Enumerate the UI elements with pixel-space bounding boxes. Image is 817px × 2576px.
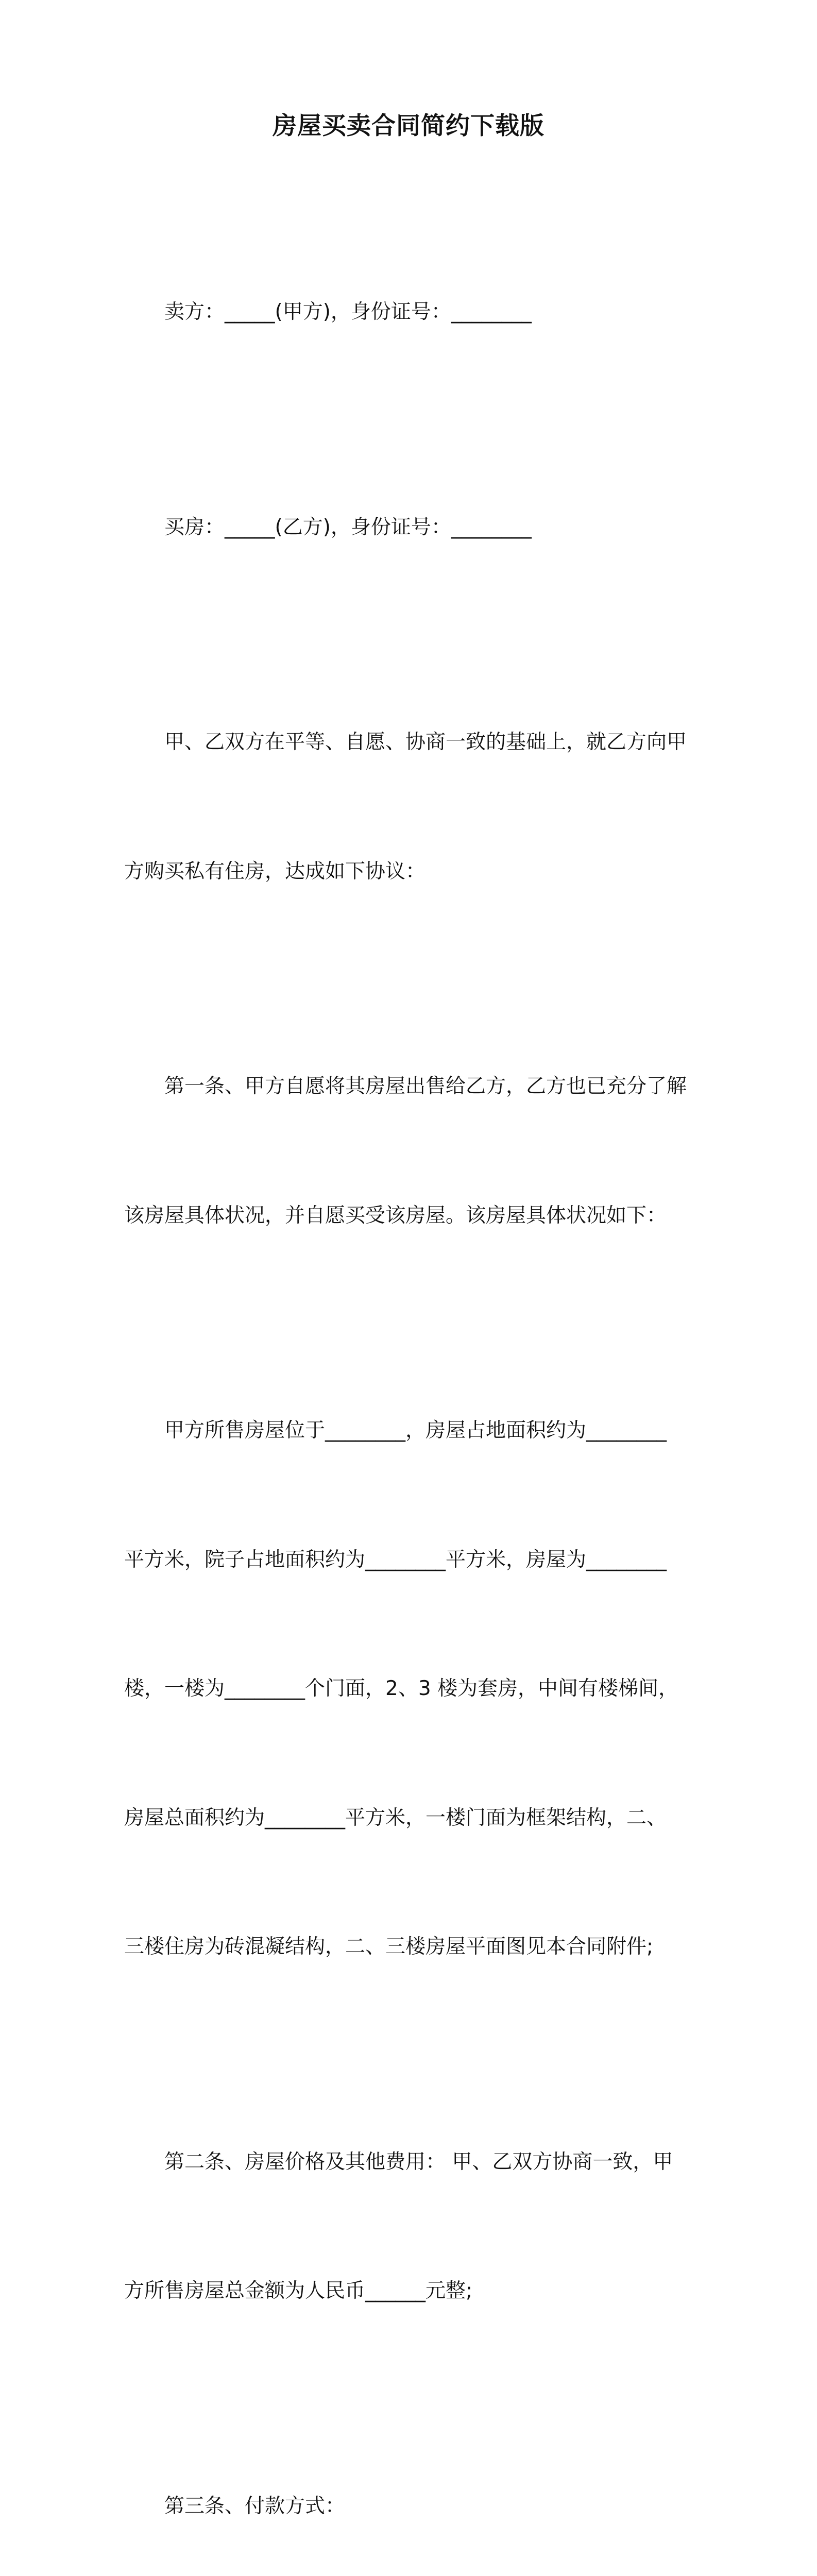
text-line: 甲方所售房屋位于________，房屋占地面积约为________ (124, 1409, 699, 1452)
article-3-heading (124, 2399, 699, 2576)
article-1-paragraph (124, 979, 699, 1323)
text-line: 甲、乙双方在平等、自愿、协商一致的基础上，就乙方向甲 (124, 721, 699, 764)
document-page (0, 0, 817, 1156)
text-line: 卖方：_____(甲方)，身份证号：________ (124, 291, 699, 334)
document-body (124, 205, 699, 2576)
text-line: 方所售房屋总金额为人民币______元整; (84, 2269, 699, 2313)
text-line: 第二条、房屋价格及其他费用： 甲、乙双方协商一致，甲 (124, 2141, 699, 2184)
text-line: 方购买私有住房，达成如下协议： (84, 850, 699, 893)
buyer-line (124, 420, 699, 635)
text-line: 房屋总面积约为________平方米，一楼门面为框架结构，二、 (84, 1797, 699, 1840)
document-title: 房屋买卖合同简约下载版 (0, 109, 817, 143)
property-details-paragraph (124, 1323, 699, 2055)
preamble-paragraph (124, 635, 699, 979)
text-line: 买房：_____(乙方)，身份证号：________ (124, 506, 699, 549)
seller-line (124, 205, 699, 420)
text-line: 第三条、付款方式： (124, 2485, 699, 2528)
text-line: 平方米，院子占地面积约为________平方米，房屋为________ (84, 1538, 699, 1582)
text-line: 第一条、甲方自愿将其房屋出售给乙方，乙方也已充分了解 (124, 1065, 699, 1108)
text-line: 楼，一楼为________个门面，2、3 楼为套房，中间有楼梯间， (84, 1667, 699, 1710)
text-line: 该房屋具体状况，并自愿买受该房屋。该房屋具体状况如下： (84, 1194, 699, 1238)
article-2-paragraph (124, 2055, 699, 2399)
text-line: 三楼住房为砖混凝结构，二、三楼房屋平面图见本合同附件; (84, 1925, 699, 1969)
